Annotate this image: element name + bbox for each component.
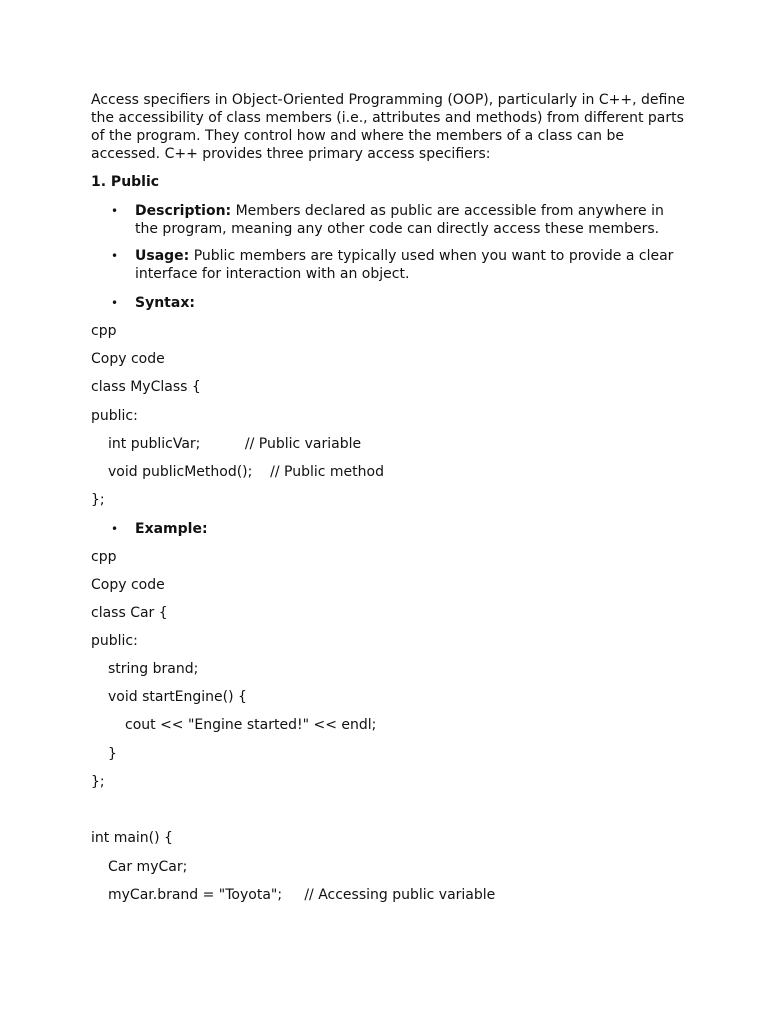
description-label: Description: xyxy=(135,203,232,219)
code-line: class MyClass { xyxy=(91,379,201,395)
code-lang-label: cpp xyxy=(91,323,117,339)
bullet-description xyxy=(111,202,671,238)
usage-body: Public members are typically used when you want to provide a clear interface for interaction with an object. xyxy=(135,248,674,282)
bullet-icon: • xyxy=(111,249,119,263)
code-line: } xyxy=(108,746,117,762)
code-line: int main() { xyxy=(91,830,173,846)
bullet-example xyxy=(111,520,671,538)
code-line: int publicVar; // Public variable xyxy=(108,436,362,452)
bullet-icon: • xyxy=(111,296,119,310)
code-line: string brand; xyxy=(108,661,199,677)
bullet-syntax-text xyxy=(135,294,675,312)
example-label: Example: xyxy=(135,521,208,537)
bullet-syntax xyxy=(111,294,671,312)
code-line: public: xyxy=(91,408,138,424)
bullet-usage xyxy=(111,247,674,283)
description-body: Members declared as public are accessible from anywhere in the program, meaning any other code can directly access these members. xyxy=(135,203,664,237)
code-line: }; xyxy=(91,492,105,508)
code-line: void startEngine() { xyxy=(108,689,247,705)
code-line: void publicMethod(); // Public method xyxy=(108,464,384,480)
code-lang-label: cpp xyxy=(91,549,117,565)
code-line: myCar.brand = "Toyota"; // Accessing public variable xyxy=(108,887,496,903)
syntax-label: Syntax: xyxy=(135,295,195,311)
bullet-icon: • xyxy=(111,204,119,218)
code-line: class Car { xyxy=(91,605,168,621)
code-line: public: xyxy=(91,633,138,649)
section-heading-public: 1. Public xyxy=(91,174,160,190)
bullet-usage-text xyxy=(135,247,675,283)
copy-code-link[interactable]: Copy code xyxy=(91,351,165,367)
code-line: Car myCar; xyxy=(108,859,188,875)
bullet-example-text xyxy=(135,520,675,538)
bullet-description-text xyxy=(135,202,675,238)
copy-code-link[interactable]: Copy code xyxy=(91,577,165,593)
intro-paragraph: Access specifiers in Object-Oriented Programming (OOP), particularly in C++, define the accessibility of class members (i.e., attributes and methods) from different parts of the program. They control how and where the members of a class can be accessed. C++ provides three primary access specifiers: xyxy=(91,92,685,162)
code-line: }; xyxy=(91,774,105,790)
usage-label: Usage: xyxy=(135,248,190,264)
code-line: cout << "Engine started!" << endl; xyxy=(125,717,377,733)
bullet-icon: • xyxy=(111,522,119,536)
